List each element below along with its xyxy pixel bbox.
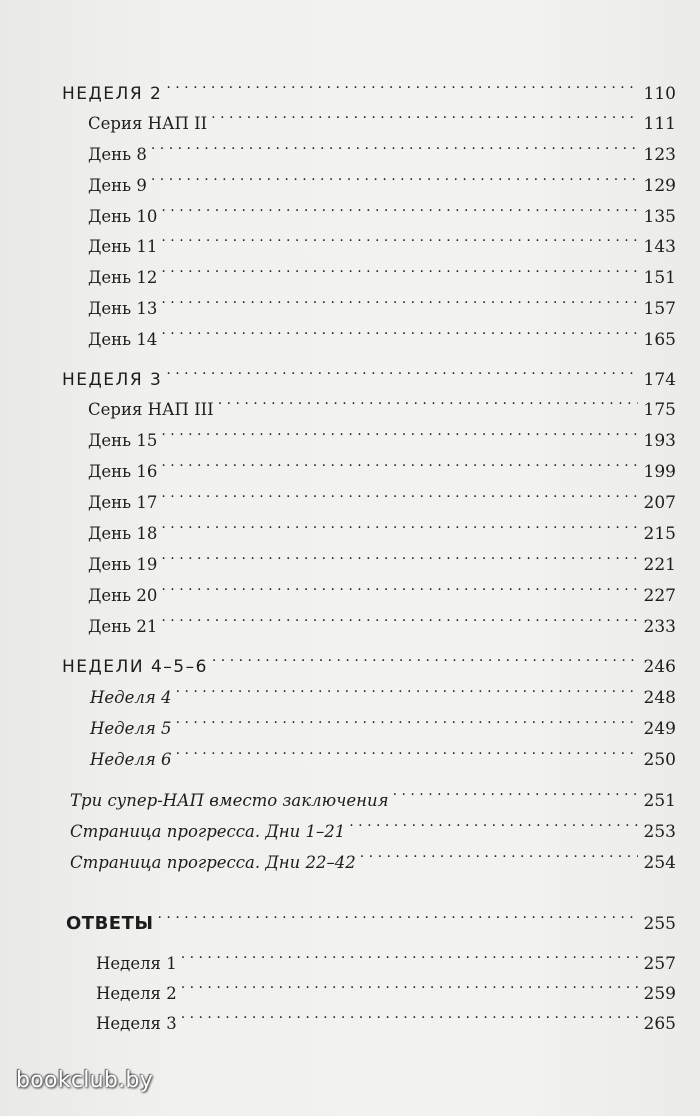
- toc-entry-page-number: 174: [643, 370, 676, 390]
- toc-entry: [88, 540, 676, 575]
- toc-entry: [88, 416, 676, 451]
- toc-entry-title: День 21: [88, 617, 158, 636]
- toc-entry-title: День 16: [88, 462, 158, 481]
- dot-leader: [161, 478, 637, 508]
- dot-leader: [161, 284, 637, 314]
- dot-leader: [360, 838, 638, 868]
- toc-entry-title: День 20: [88, 586, 158, 605]
- toc-entry: [88, 99, 676, 134]
- dot-leader: [161, 192, 637, 222]
- toc-entry-page-number: 143: [643, 237, 676, 257]
- toc-entry: [88, 602, 676, 637]
- toc-entry: [96, 969, 676, 1004]
- toc-entry: [88, 222, 676, 257]
- dot-leader: [161, 447, 637, 477]
- toc-entry: [70, 838, 676, 873]
- toc-entry: [62, 69, 676, 104]
- toc-entry-title: Неделя 1: [96, 954, 177, 973]
- toc-entry-title: День 14: [88, 330, 158, 349]
- toc-entry-page-number: 221: [643, 555, 676, 575]
- toc-entry-page-number: 249: [643, 719, 676, 739]
- toc-entry-page-number: 254: [643, 853, 676, 873]
- dot-leader: [349, 807, 637, 837]
- toc-entry-page-number: 111: [643, 114, 676, 134]
- toc-entry: [88, 385, 676, 420]
- toc-entry-page-number: 250: [643, 750, 676, 770]
- toc-entry-title: НЕДЕЛИ 4–5–6: [62, 657, 208, 677]
- dot-leader: [161, 509, 637, 539]
- dot-leader: [166, 69, 637, 99]
- toc-entry-page-number: 157: [643, 299, 676, 319]
- toc-entry-page-number: 199: [643, 462, 676, 482]
- watermark: bookclub.by: [16, 1068, 154, 1093]
- toc-entry-page-number: 248: [643, 688, 676, 708]
- dot-leader: [176, 704, 638, 734]
- dot-leader: [151, 130, 638, 160]
- toc-entry-page-number: 123: [643, 145, 676, 165]
- toc-entry: [88, 478, 676, 513]
- toc-entry-title: День 19: [88, 555, 158, 574]
- toc-entry-page-number: 151: [643, 268, 676, 288]
- dot-leader: [161, 315, 637, 345]
- toc-entry-title: Серия НАП II: [88, 114, 208, 133]
- dot-leader: [151, 161, 638, 191]
- toc-entry: [88, 315, 676, 350]
- dot-leader: [161, 571, 637, 601]
- toc-entry: [62, 642, 676, 677]
- toc-entry-page-number: 251: [643, 791, 676, 811]
- toc-entry: [88, 284, 676, 319]
- toc-entry-title: Серия НАП III: [88, 400, 214, 419]
- toc-entry-title: Страница прогресса. Дни 22–42: [70, 853, 356, 872]
- toc-entry-title: НЕДЕЛЯ 2: [62, 84, 163, 104]
- toc-entry-title: День 13: [88, 299, 158, 318]
- toc-entry-title: День 15: [88, 431, 158, 450]
- toc-entry-title: Три супер-НАП вместо заключения: [70, 791, 389, 810]
- toc-entry-page-number: 193: [643, 431, 676, 451]
- toc-entry-page-number: 129: [643, 176, 676, 196]
- toc-entry: [88, 571, 676, 606]
- toc-entry: [62, 355, 676, 390]
- dot-leader: [211, 99, 637, 129]
- toc-entry: [88, 130, 676, 165]
- dot-leader: [218, 385, 638, 415]
- dot-leader: [393, 776, 638, 806]
- toc-entry-title: Неделя 3: [96, 1014, 177, 1033]
- dot-leader: [181, 969, 638, 999]
- toc-entry: [88, 509, 676, 544]
- dot-leader: [176, 735, 638, 765]
- dot-leader: [161, 253, 637, 283]
- toc-entry-title: Страница прогресса. Дни 1–21: [70, 822, 346, 841]
- toc-entry: [88, 253, 676, 288]
- toc-entry-title: День 17: [88, 493, 158, 512]
- toc-entry: [90, 704, 676, 739]
- toc-entry-page-number: 135: [643, 207, 676, 227]
- dot-leader: [161, 602, 637, 632]
- toc-entry-page-number: 257: [643, 954, 676, 974]
- toc-entry-page-number: 175: [643, 400, 676, 420]
- toc-entry-title: Неделя 4: [90, 688, 172, 707]
- toc-entry-page-number: 227: [643, 586, 676, 606]
- toc-entry-page-number: 259: [643, 984, 676, 1004]
- toc-entry-title: День 12: [88, 268, 158, 287]
- dot-leader: [161, 540, 637, 570]
- toc-entry: [96, 999, 676, 1034]
- dot-leader: [161, 222, 637, 252]
- toc-entry-title: День 10: [88, 207, 158, 226]
- toc-entry-page-number: 265: [643, 1014, 676, 1034]
- toc-entry-title: Неделя 5: [90, 719, 172, 738]
- toc-entry-title: День 8: [88, 145, 147, 164]
- toc-entry: [88, 447, 676, 482]
- dot-leader: [166, 355, 637, 385]
- toc-entry-title: День 9: [88, 176, 147, 195]
- toc-entry-title: ОТВЕТЫ: [66, 913, 154, 934]
- dot-leader: [161, 416, 637, 446]
- toc-entry: [88, 161, 676, 196]
- toc-entry: [70, 807, 676, 842]
- dot-leader: [212, 642, 638, 672]
- toc-entry-title: Неделя 2: [96, 984, 177, 1003]
- toc-entry: [70, 776, 676, 811]
- toc-entry-page-number: 233: [643, 617, 676, 637]
- dot-leader: [181, 999, 638, 1029]
- toc-entry-page-number: 215: [643, 524, 676, 544]
- toc-entry: [90, 735, 676, 770]
- toc-entry-title: Неделя 6: [90, 750, 172, 769]
- toc-entry: [88, 192, 676, 227]
- toc-entry-title: НЕДЕЛЯ 3: [62, 370, 163, 390]
- toc-entry-page-number: 246: [643, 657, 676, 677]
- toc-entry-title: День 18: [88, 524, 158, 543]
- dot-leader: [176, 673, 638, 703]
- toc-entry-title: День 11: [88, 237, 158, 256]
- toc-entry-page-number: 207: [643, 493, 676, 513]
- toc-entry-page-number: 255: [643, 914, 676, 934]
- toc-entry: [96, 939, 676, 974]
- dot-leader: [181, 939, 638, 969]
- toc-entry: [66, 899, 676, 934]
- dot-leader: [158, 899, 638, 929]
- toc-entry: [90, 673, 676, 708]
- toc-entry-page-number: 110: [643, 84, 676, 104]
- toc-entry-page-number: 253: [643, 822, 676, 842]
- toc-entry-page-number: 165: [643, 330, 676, 350]
